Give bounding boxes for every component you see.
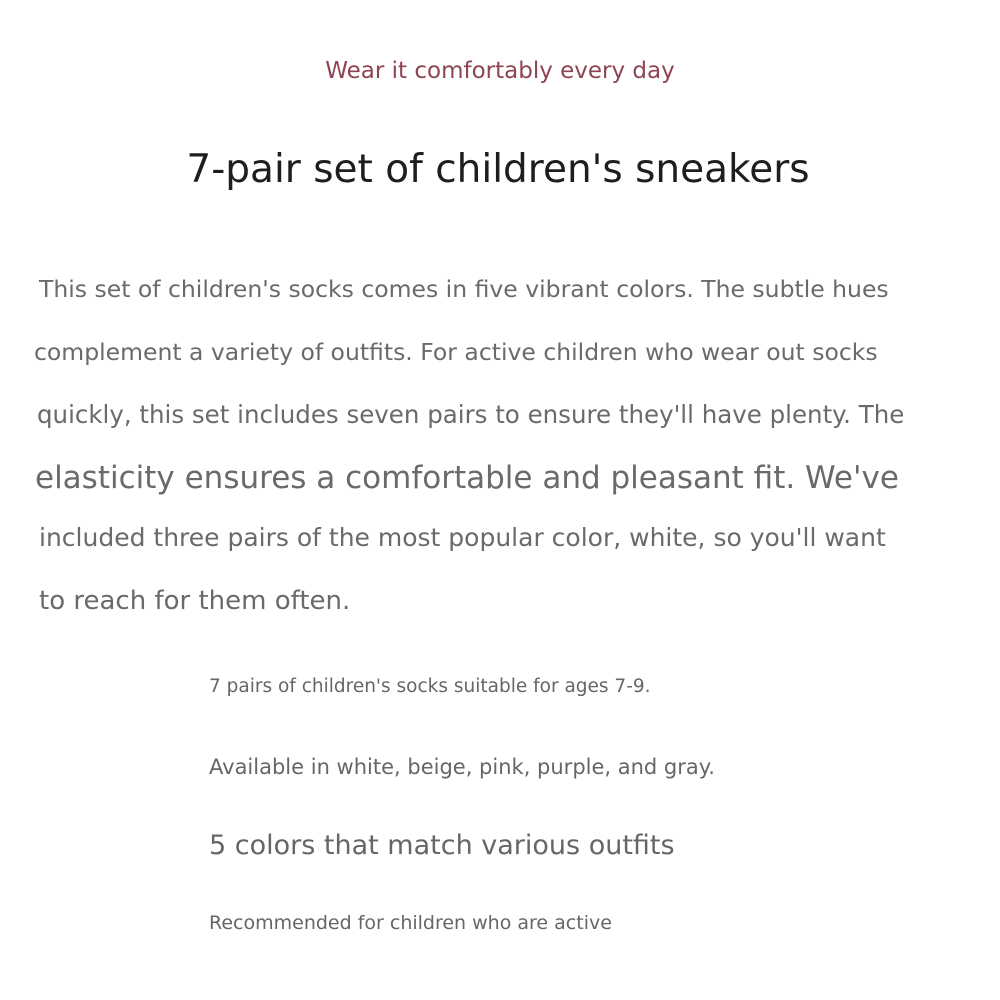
description-line: included three pairs of the most popular color, white, so you'll want — [39, 523, 886, 552]
description-line: quickly, this set includes seven pairs to ensure they'll have plenty. The — [37, 400, 905, 429]
description-line: to reach for them often. — [39, 586, 351, 616]
page-title: 7-pair set of children's sneakers — [186, 147, 810, 192]
description-line: This set of children's socks comes in five vibrant colors. The subtle hues — [39, 275, 889, 303]
description-line: elasticity ensures a comfortable and pleasant fit. We've — [35, 460, 899, 496]
feature-item: Available in white, beige, pink, purple, and gray. — [209, 755, 715, 779]
feature-item: Recommended for children who are active — [209, 912, 612, 934]
tagline: Wear it comfortably every day — [325, 58, 675, 84]
feature-item: 5 colors that match various outfits — [209, 830, 675, 861]
description-line: complement a variety of outfits. For active children who wear out socks — [34, 338, 878, 366]
feature-item: 7 pairs of children's socks suitable for ages 7-9. — [209, 676, 651, 697]
